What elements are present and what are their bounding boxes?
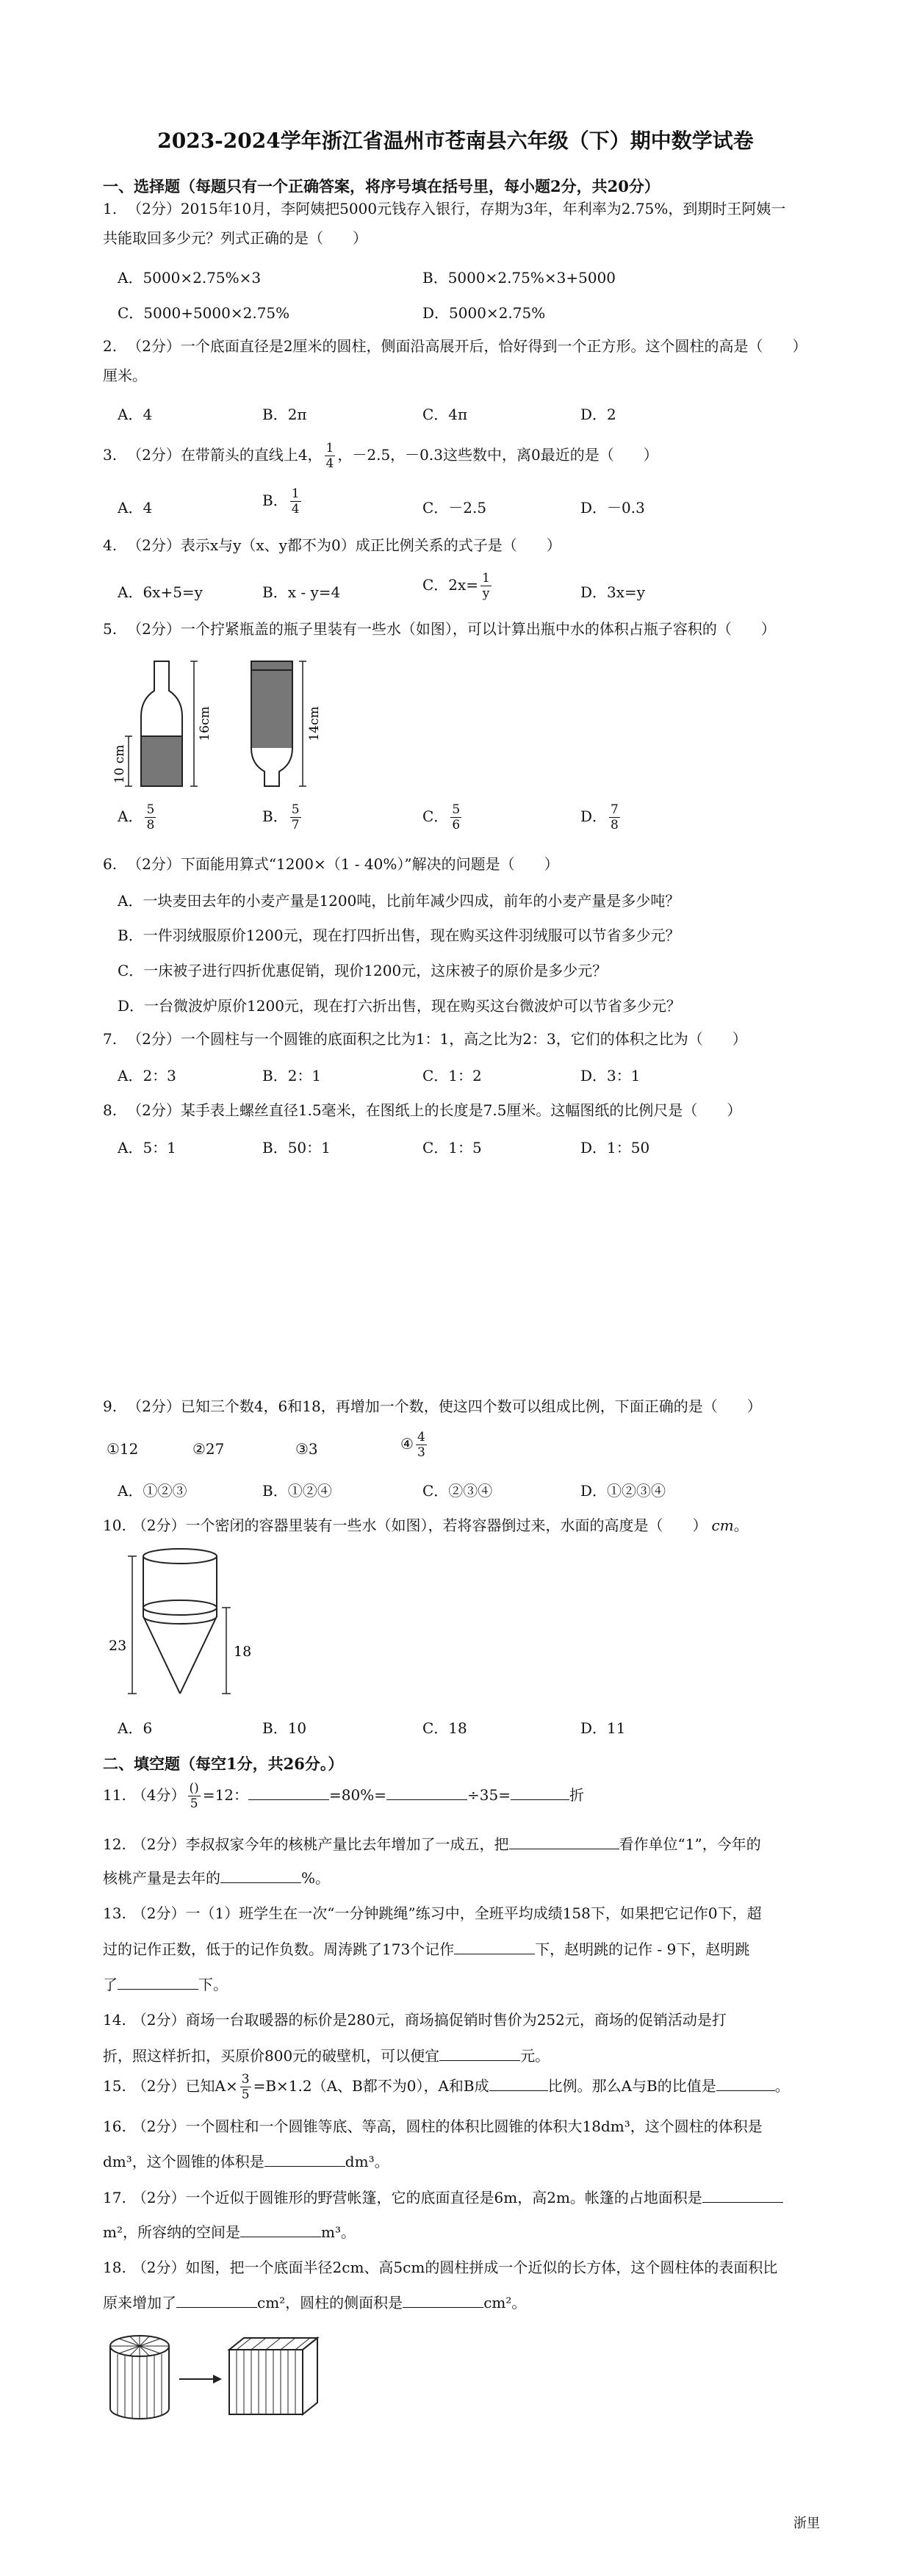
- question-number: 4.: [103, 536, 118, 554]
- bottle-figure: [110, 654, 331, 794]
- question-text: （2分）已知三个数4，6和18，再增加一个数，使这四个数可以组成比例，下面正确的是（ ）: [127, 1397, 762, 1415]
- fraction: $\frac{1}{4}$: [325, 441, 334, 471]
- question-12: 12. （2分）李叔叔家今年的核桃产量比去年增加了一成五，把 看作单位“1”，今年的: [103, 1832, 830, 1854]
- q2-option-b[interactable]: B．2π: [262, 406, 307, 423]
- question-18-cont: 原来增加了 cm²，圆柱的侧面积是 cm²。: [103, 2291, 830, 2313]
- q5-option-b[interactable]: B． $\frac{5}{7}$: [262, 802, 300, 832]
- question-1-cont: 共能取回多少元？列式正确的是（ ）: [103, 229, 367, 247]
- section-heading-choice: 一、选择题（每题只有一个正确答案，将序号填在括号里，每小题2分，共20分）: [103, 177, 660, 195]
- page-footer: 浙里: [793, 2516, 820, 2531]
- question-number: 14.: [103, 2011, 126, 2029]
- question-text: （2分）一个密闭的容器里装有一些水（如图），若将容器倒过来，水面的高度是（ ）: [132, 1517, 707, 1534]
- water-surface: [143, 1600, 217, 1615]
- question-8: [103, 1100, 830, 1120]
- q10-option-b[interactable]: B．10: [262, 1719, 307, 1737]
- answer-blank[interactable]: [264, 2150, 345, 2167]
- question-9: [103, 1396, 830, 1417]
- q1-option-b[interactable]: B．5000×2.75%×3+5000: [422, 269, 616, 287]
- answer-blank[interactable]: [220, 1866, 301, 1883]
- q7-option-b[interactable]: B．2：1: [262, 1067, 322, 1084]
- unit-cm: cm: [711, 1517, 734, 1534]
- question-14-cont: 折，照这样折扣，买原价800元的破壁机，可以便宜 元。: [103, 2044, 830, 2066]
- container-figure: [103, 1543, 264, 1701]
- q10-option-c[interactable]: C．18: [422, 1719, 467, 1737]
- question-6: [103, 854, 830, 874]
- q6-option-d[interactable]: D．一台微波炉原价1200元，现在打六折出售，现在购买这台微波炉可以节省多少元？: [118, 997, 681, 1015]
- q4-option-c[interactable]: C．2x= $\frac{1}{y}$: [422, 571, 490, 601]
- arrow-icon: [213, 2375, 222, 2383]
- q10-option-a[interactable]: A．6: [118, 1719, 153, 1737]
- question-number: 17.: [103, 2189, 126, 2206]
- answer-blank[interactable]: [511, 1783, 569, 1800]
- question-2: [103, 336, 830, 356]
- q4-option-a[interactable]: A．6x+5=y: [118, 583, 203, 601]
- question-17-cont: m²，所容纳的空间是 m³。: [103, 2220, 830, 2242]
- answer-blank[interactable]: [702, 2186, 783, 2203]
- question-text: （2分）在带箭头的直线上4，: [127, 446, 323, 464]
- question-text: （2分）一个拧紧瓶盖的瓶子里装有一些水（如图），可以计算出瓶中水的体积占瓶子容积的（ ）: [127, 620, 776, 638]
- question-text: （4分）: [132, 1786, 186, 1804]
- q2-option-c[interactable]: C．4π: [422, 406, 468, 423]
- q9-choice-2: ②27: [192, 1440, 225, 1458]
- q2-option-d[interactable]: D．2: [580, 406, 616, 423]
- q9-choice-3: ③3: [295, 1440, 318, 1458]
- question-text: （2分）2015年10月，李阿姨把5000元钱存入银行，存期为3年，年利率为2.75%，到期时王阿姨一: [127, 200, 786, 217]
- q5-option-c[interactable]: C． $\frac{5}{6}$: [422, 802, 461, 832]
- answer-blank[interactable]: [240, 2220, 321, 2237]
- question-17: 17. （2分）一个近似于圆锥形的野营帐篷，它的底面直径是6m，高2m。帐篷的占地面积是: [103, 2186, 830, 2208]
- q9-option-b[interactable]: B．①②④: [262, 1482, 332, 1500]
- question-16-cont: dm³，这个圆锥的体积是 dm³。: [103, 2150, 830, 2172]
- question-number: 8.: [103, 1101, 118, 1119]
- q9-option-a[interactable]: A．①②③: [118, 1482, 187, 1500]
- question-number: 18.: [103, 2259, 126, 2276]
- question-number: 1.: [103, 200, 118, 217]
- q4-option-d[interactable]: D．3x=y: [580, 583, 646, 601]
- q3-option-c[interactable]: C．－2.5: [422, 499, 487, 517]
- question-13-cont: 过的记作正数，低于的记作负数。周涛跳了173个记作 下，赵明跳的记作 - 9下，赵明跳: [103, 1938, 830, 1960]
- question-text: （2分）某手表上螺丝直径1.5毫米，在图纸上的长度是7.5厘米。这幅图纸的比例尺是（ ）: [127, 1101, 742, 1119]
- q6-option-c[interactable]: C．一床被子进行四折优惠促销，现价1200元，这床被子的原价是多少元？: [118, 962, 608, 979]
- q9-option-c[interactable]: C．②③④: [422, 1482, 493, 1500]
- q7-option-a[interactable]: A．2：3: [118, 1067, 176, 1084]
- question-11: 11. （4分） $\frac{()}{5}$ =12： =80%= ÷35= 折: [103, 1781, 584, 1811]
- answer-blank[interactable]: [118, 1973, 198, 1990]
- q5-option-a[interactable]: A． $\frac{5}{8}$: [118, 802, 155, 832]
- answer-blank[interactable]: [454, 1938, 535, 1954]
- q7-option-d[interactable]: D．3：1: [580, 1067, 641, 1084]
- question-16: 16. （2分）一个圆柱和一个圆锥等底、等高，圆柱的体积比圆锥的体积大18dm³，这个圆柱的体积是: [103, 2118, 763, 2135]
- figure-label-18: 18: [234, 1644, 252, 1660]
- figure-label-16cm: 16cm: [198, 706, 212, 741]
- q10-option-d[interactable]: D．11: [580, 1719, 626, 1737]
- question-15: 15. （2分）已知A× $\frac{3}{5}$ =B×1.2（A、B都不为0），A和B成 比例。那么A与B的比值是 。: [103, 2072, 790, 2102]
- answer-blank[interactable]: [716, 2074, 775, 2091]
- question-2-cont: 厘米。: [103, 367, 147, 384]
- question-number: 6.: [103, 855, 118, 873]
- q8-option-c[interactable]: C．1：5: [422, 1139, 482, 1156]
- question-text: （2分）下面能用算式“1200×（1 - 40%）”解决的问题是（ ）: [127, 855, 559, 873]
- question-12-cont: 核桃产量是去年的 %。: [103, 1866, 830, 1888]
- q3-option-b[interactable]: B． $\frac{1}{4}$: [262, 486, 300, 517]
- question-number: 15.: [103, 2077, 126, 2095]
- question-1: [103, 198, 830, 219]
- page-title: 2023-2024学年浙江省温州市苍南县六年级（下）期中数学试卷: [157, 129, 754, 153]
- answer-blank[interactable]: [509, 1832, 619, 1849]
- cylinder-to-cuboid-figure: [103, 2328, 331, 2423]
- q2-option-a[interactable]: A．4: [118, 406, 153, 423]
- figure-label-23: 23: [109, 1638, 127, 1654]
- figure-label-10cm: 10 cm: [112, 744, 127, 784]
- question-5: [103, 619, 830, 639]
- q3-option-d[interactable]: D．－0.3: [580, 499, 645, 517]
- answer-blank[interactable]: [489, 2074, 548, 2091]
- q9-choice-4: ④ $\frac{4}{3}$: [400, 1430, 425, 1460]
- q1-option-a[interactable]: A．5000×2.75%×3: [118, 269, 262, 287]
- question-text: （2分）表示x与y（x、y都不为0）成正比例关系的式子是（ ）: [127, 536, 561, 554]
- figure-label-14cm: 14cm: [307, 706, 322, 741]
- answer-blank[interactable]: [248, 1783, 329, 1800]
- question-10: 10. （2分）一个密闭的容器里装有一些水（如图），若将容器倒过来，水面的高度是（ ） cm。: [103, 1517, 749, 1534]
- q9-choice-1: ①12: [107, 1440, 139, 1458]
- q8-option-d[interactable]: D．1：50: [580, 1139, 650, 1156]
- q9-option-d[interactable]: D．①②③④: [580, 1482, 666, 1500]
- answer-blank[interactable]: [176, 2291, 257, 2308]
- section-heading-fill: 二、填空题（每空1分，共26分。）: [103, 1755, 344, 1773]
- question-13: 13. （2分）一（1）班学生在一次“一分钟跳绳”练习中，全班平均成绩158下，如果把它记作0下，超: [103, 1904, 762, 1922]
- question-number: 16.: [103, 2118, 126, 2135]
- question-3: [103, 441, 830, 471]
- q7-option-c[interactable]: C．1：2: [422, 1067, 482, 1084]
- question-number: 7.: [103, 1030, 118, 1048]
- question-13-cont2: 了 下。: [103, 1973, 830, 1995]
- question-number: 13.: [103, 1904, 126, 1922]
- question-text: （2分）一个圆柱与一个圆锥的底面积之比为1：1，高之比为2：3，它们的体积之比为（ ）: [127, 1030, 747, 1048]
- answer-blank[interactable]: [403, 2291, 483, 2308]
- q4-option-b[interactable]: B．x - y=4: [262, 583, 341, 601]
- q5-option-d[interactable]: D． $\frac{7}{8}$: [580, 802, 619, 832]
- q3-option-a[interactable]: A．4: [118, 499, 153, 517]
- question-number: 2.: [103, 337, 118, 355]
- question-number: 11.: [103, 1786, 126, 1804]
- question-7: [103, 1029, 830, 1049]
- question-14: 14. （2分）商场一台取暖器的标价是280元，商场搞促销时售价为252元，商场的促销活动是打: [103, 2011, 727, 2029]
- water-fill-inverted: [251, 661, 292, 748]
- q8-option-a[interactable]: A．5：1: [118, 1139, 176, 1156]
- question-number: 12.: [103, 1835, 126, 1853]
- question-number: 5.: [103, 620, 118, 638]
- question-number: 10.: [103, 1517, 126, 1534]
- question-4: [103, 535, 830, 555]
- question-18: 18. （2分）如图，把一个底面半径2cm、高5cm的圆柱拼成一个近似的长方体，这个圆柱体的表面积比: [103, 2259, 778, 2276]
- answer-blank[interactable]: [439, 2044, 520, 2061]
- q8-option-b[interactable]: B．50：1: [262, 1139, 331, 1156]
- question-number: 3.: [103, 446, 118, 464]
- q1-option-c[interactable]: C．5000+5000×2.75%: [118, 304, 290, 322]
- question-number: 9.: [103, 1397, 118, 1415]
- question-text: （2分）一个底面直径是2厘米的圆柱，侧面沿高展开后，恰好得到一个正方形。这个圆柱的高是（ ）: [127, 337, 807, 355]
- q6-option-b[interactable]: B．一件羽绒服原价1200元，现在打四折出售，现在购买这件羽绒服可以节省多少元？: [118, 927, 680, 944]
- answer-blank[interactable]: [386, 1783, 467, 1800]
- water-fill: [142, 736, 181, 785]
- q1-option-d[interactable]: D．5000×2.75%: [422, 304, 546, 322]
- q6-option-a[interactable]: A．一块麦田去年的小麦产量是1200吨，比前年减少四成，前年的小麦产量是多少吨？: [118, 892, 680, 910]
- question-text: ，－2.5，－0.3这些数中，离0最近的是（ ）: [337, 446, 658, 464]
